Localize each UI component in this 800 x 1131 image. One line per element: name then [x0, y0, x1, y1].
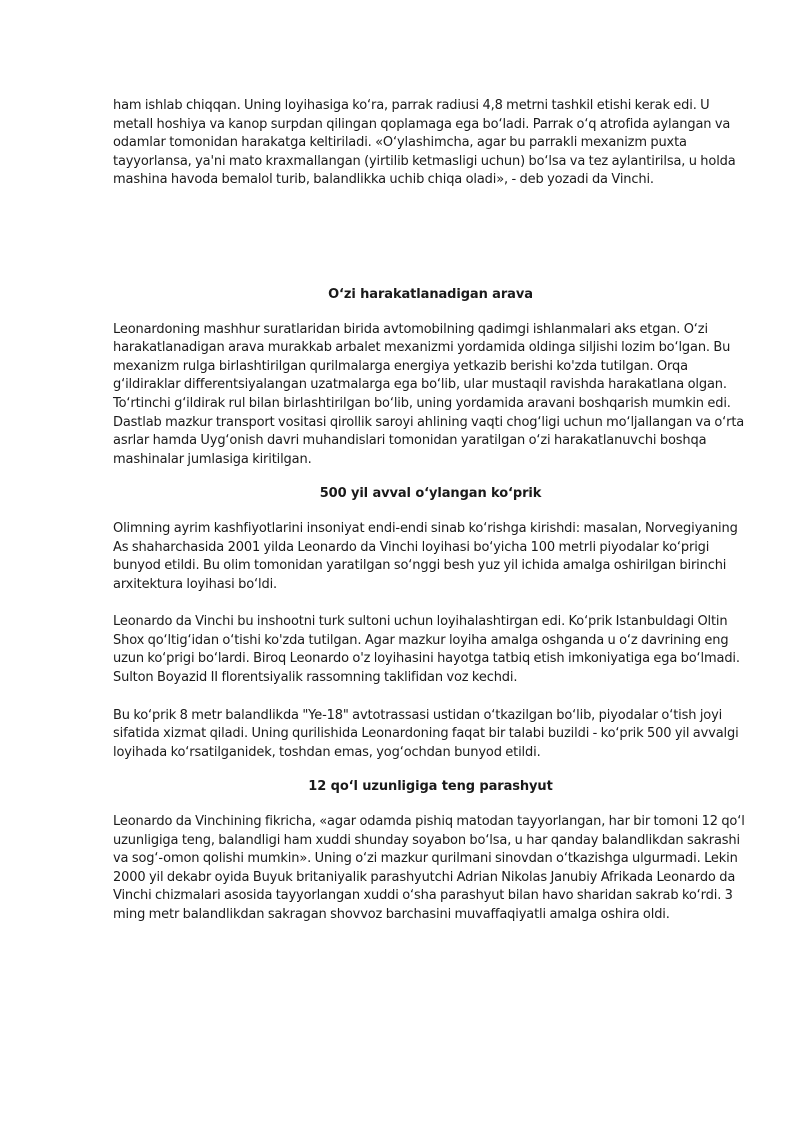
section-parachute — [113, 778, 748, 924]
section-heading: 500 yil avval o‘ylangan ko‘prik — [319, 486, 542, 502]
document-page — [113, 97, 748, 925]
intro-paragraph: ham ishlab chiqqan. Uning loyihasiga ko‘ra, parrak radiusi 4,8 metrni tashkil etishi kerak edi. U metall hoshiya va kanop surpdan qilingan qoplamaga ega bo‘ladi. Parrak o‘q atrofida aylangan va odamlar tomonidan harakatga keltiriladi. «O‘ylashimcha, agar bu parrakli mexanizm puxta tayyorlansa, ya'ni mato kraxmallangan (yirtilib ketmasligi uchun) bo‘lsa va tez aylantirilsa, u holda mashina havoda bemalol turib, balandlikka uchib chiqa oladi», - deb yozadi da Vinchi. — [113, 98, 736, 188]
spacer — [113, 190, 748, 286]
section-paragraph: Olimning ayrim kashfiyotlarini insoniyat endi-endi sinab ko‘rishga kirishdi: masalan, Norvegiyaning As shaharchasida 2001 yilda Leonardo da Vinchi loyihasi bo‘yicha 100 metrli piyodalar ko‘prigi bunyod etildi. Bu olim tomonidan yaratilgan so‘nggi besh yuz yil ichida amalga oshirilgan birinchi arxitektura loyihasi bo‘ldi. — [113, 520, 738, 592]
section-paragraph: Leonardo da Vinchi bu inshootni turk sultoni uchun loyihalashtirgan edi. Ko‘prik Istanbuldagi Oltin Shox qo‘ltig‘idan o‘tishi ko'zda tutilgan. Agar mazkur loyiha amalga oshganda u o‘z davrining eng uzun ko‘prigi bo‘lardi. Biroq Leonardo o'z loyihasini hayotga tatbiq etish imkoniyatiga ega bo‘lmadi. Sulton Boyazid II florentsiyalik rassomning taklifidan voz kechdi. — [113, 614, 740, 686]
section-paragraph: Bu ko‘prik 8 metr balandlikda "Ye-18" avtotrassasi ustidan o‘tkazilgan bo‘lib, piyodalar o‘tish joyi sifatida xizmat qiladi. Uning qurilishida Leonardoning faqat bir talabi buzildi - ko‘prik 500 yil avvalgi loyihada ko‘rsatilganidek, toshdan emas, yog‘ochdan bunyod etildi. — [113, 707, 739, 760]
section-heading: 12 qo‘l uzunligiga teng parashyut — [308, 779, 553, 795]
section-paragraph: Leonardoning mashhur suratlaridan birida avtomobilning qadimgi ishlanmalari aks etgan. O‘zi harakatlanadigan arava murakkab arbalet mexanizmi yordamida oldinga siljishi lozim bo‘lgan. Bu mexanizm rulga birlashtirilgan qurilmalarga energiya yetkazib berishi ko'zda tutilgan. Orqa g‘ildiraklar differentsiyalangan uzatmalarga ega bo‘lib, ular mustaqil ravishda harakatlana olgan. To‘rtinchi g‘ildirak rul bilan birlashtirilgan bo‘lib, uning yordamida aravani boshqarish mumkin edi. Dastlab mazkur transport vositasi qirollik saroyi ahlining vaqti chog‘ligi uchun mo‘ljallangan va o‘rta asrlar hamda Uyg‘onish davri muhandislari tomonidan yaratilgan o‘zi harakatlanuvchi boshqa mashinalar jumlasiga kiritilgan. — [113, 321, 745, 467]
section-paragraph: Leonardo da Vinchining fikricha, «agar odamda pishiq matodan tayyorlangan, har bir tomoni 12 qo‘l uzunligiga teng, balandligi ham xuddi shunday soyabon bo‘lsa, u har qanday balandlikdan sakrashi va sog‘-omon qolishi mumkin». Uning o‘zi mazkur qurilmani sinovdan o‘tkazishga ulgurmadi. Lekin 2000 yil dekabr oyida Buyuk britaniyalik parashyutchi Adrian Nikolas Janubiy Afrikada Leonardo da Vinchi chizmalari asosida tayyorlangan xuddi o‘sha parashyut bilan havo sharidan sakrab ko‘rdi. 3 ming metr balandlikdan sakragan shovvoz barchasini muvaffaqiyatli amalga oshira oldi. — [113, 814, 745, 922]
section-self-propelled-cart — [113, 286, 748, 469]
section-bridge — [113, 485, 748, 762]
section-heading: O‘zi harakatlanadigan arava — [328, 286, 533, 302]
